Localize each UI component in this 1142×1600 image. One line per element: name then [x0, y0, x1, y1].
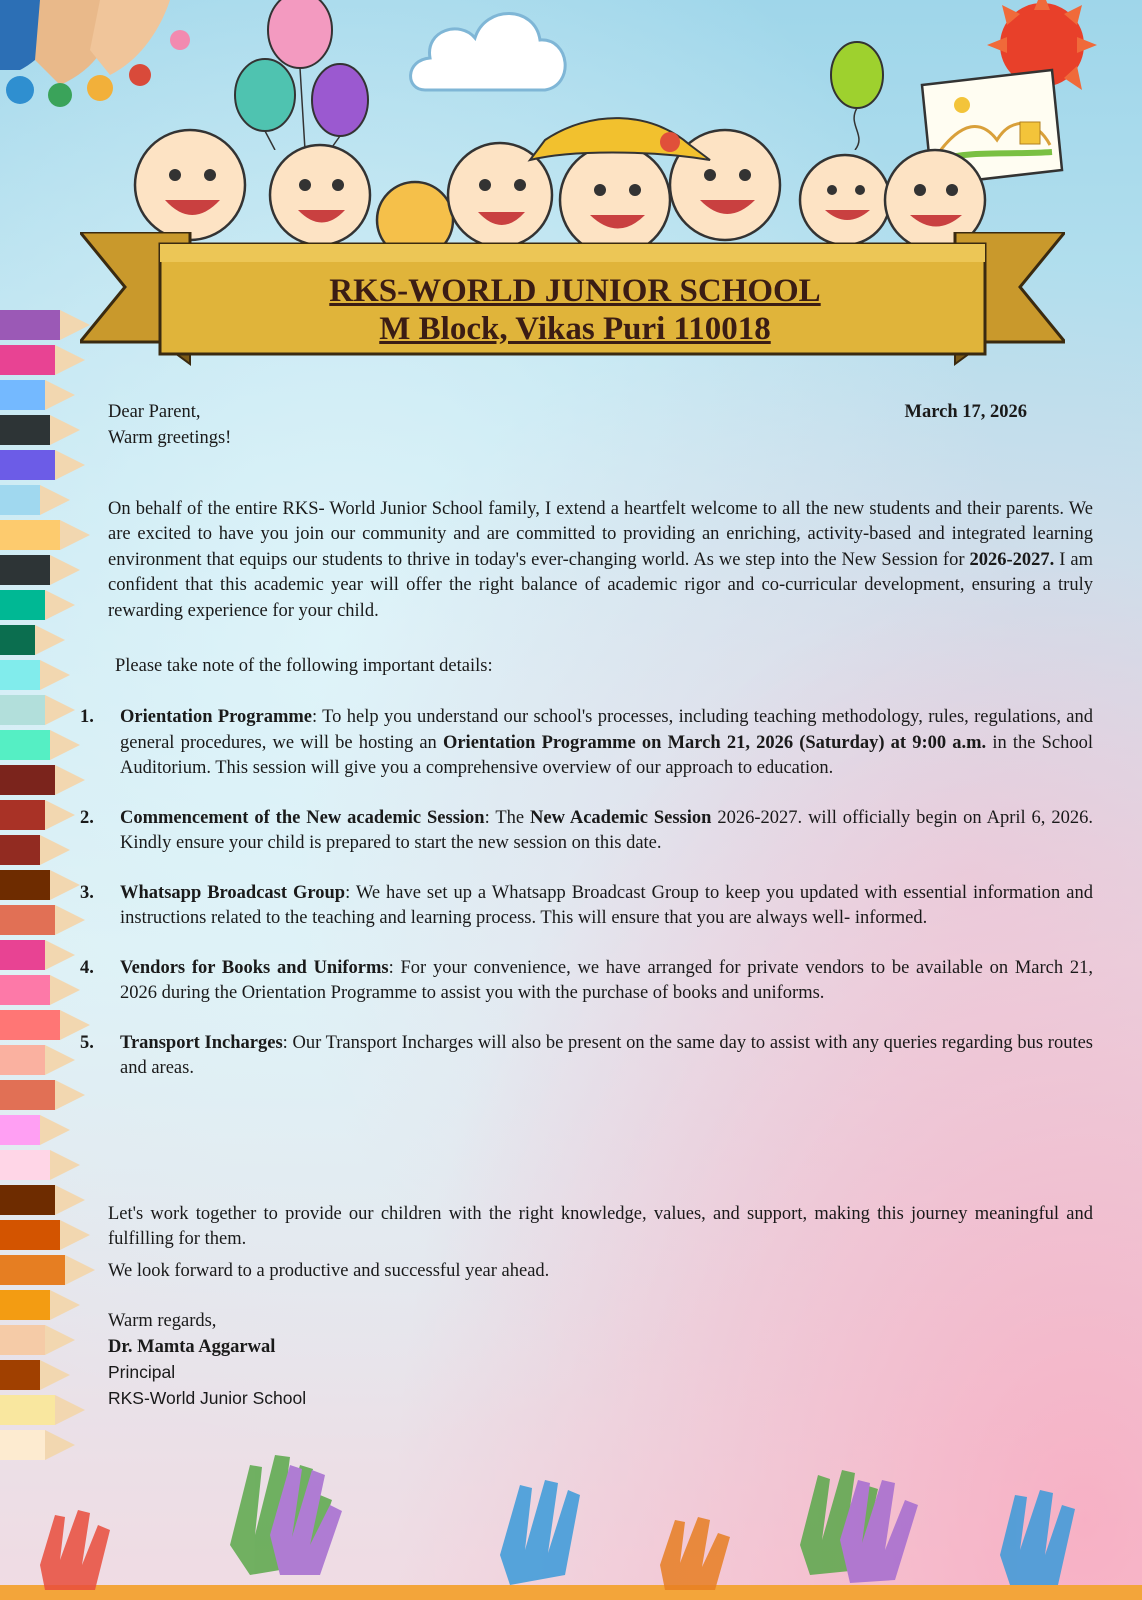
details-list: [80, 705, 1093, 1106]
item-number: 2.: [80, 807, 94, 828]
item-title: Orientation Programme: [120, 707, 313, 727]
institution: RKS-World Junior School: [108, 1387, 307, 1408]
signatory-name: Dr. Mamta Aggarwal: [108, 1336, 276, 1357]
list-item: [80, 1031, 1093, 1082]
item-title: Whatsapp Broadcast Group: [120, 882, 346, 903]
closing-line: We look forward to a productive and successful year ahead.: [108, 1261, 550, 1281]
regards: Warm regards,: [108, 1311, 217, 1331]
school-name: RKS-WORLD JUNIOR SCHOOL: [329, 273, 821, 309]
item-bold: Orientation Programme: [442, 732, 636, 753]
item-text: : Our Transport Incharges will also be present on the same day to assist with any queries regarding bus routes and areas.: [120, 1032, 1093, 1078]
designation: Principal: [108, 1362, 176, 1382]
item-text: 2026-2027. will officially begin on April 6, 2026. Kindly ensure your child is prepared to start the new session on this date.: [120, 807, 1093, 853]
school-banner: [80, 232, 1065, 367]
greeting: Warm greetings!: [108, 427, 232, 448]
item-number: 5.: [80, 1032, 94, 1053]
item-text: : For your convenience, we have arranged for private vendors to be available on March 21, 2026 during the Orientation Programme to assist you with the purchase of books and uniforms.: [120, 957, 1093, 1003]
item-number: 4.: [80, 957, 94, 978]
intro-text-2: I am confident that this academic year will offer the right balance of academic rigor and co-curricular development, ensuring a truly rewarding experience for your child.: [108, 549, 1093, 621]
intro-session: 2026-2027.: [969, 549, 1055, 570]
item-bold: New Academic Session: [530, 807, 712, 828]
item-number: 1.: [80, 707, 94, 727]
item-bold: on March 21, 2026 (Saturday) at 9:00 a.m.: [641, 732, 987, 753]
salutation: Dear Parent,: [108, 402, 201, 422]
item-number: 3.: [80, 882, 94, 903]
list-item: [80, 705, 1093, 782]
item-text: : To help you understand our school's processes, including teaching methodology, rules, regulations, and general procedures, we will be hosting an: [120, 707, 1093, 753]
letter-date: March 17, 2026: [904, 402, 1027, 422]
intro-paragraph: [108, 497, 1093, 625]
handprints-illustration: [0, 1425, 1142, 1600]
list-item: [80, 956, 1093, 1007]
item-text: : The: [484, 807, 531, 828]
item-title: Vendors for Books and Uniforms: [120, 957, 389, 978]
item-text: : We have set up a Whatsapp Broadcast Group to keep you updated with essential information and instructions related to the teaching and learning process. This will ensure that you are always well- informed.: [120, 882, 1093, 928]
closing-paragraph: Let's work together to provide our children with the right knowledge, values, and support, making this journey meaningful and fulfilling for them.: [108, 1203, 1093, 1249]
list-item: [80, 881, 1093, 932]
signature-block: [108, 1309, 306, 1411]
item-text: in the School Auditorium. This session will give you a comprehensive overview of our approach to education.: [120, 732, 1093, 778]
intro-text-1: On behalf of the entire RKS- World Junior School family, I extend a heartfelt welcome to all the new students and their parents. We are excited to have you join our community and are committed to providing an enriching, activity-based and integrated learning environment that equips our students to thrive in today's ever-changing world. As we step into the New Session for: [108, 498, 1093, 570]
item-title: Commencement of the New academic Session: [120, 807, 485, 828]
note-heading: Please take note of the following important details:: [115, 656, 493, 676]
list-item: [80, 806, 1093, 857]
item-title: Transport Incharges: [120, 1032, 283, 1053]
school-address: M Block, Vikas Puri 110018: [379, 311, 771, 347]
